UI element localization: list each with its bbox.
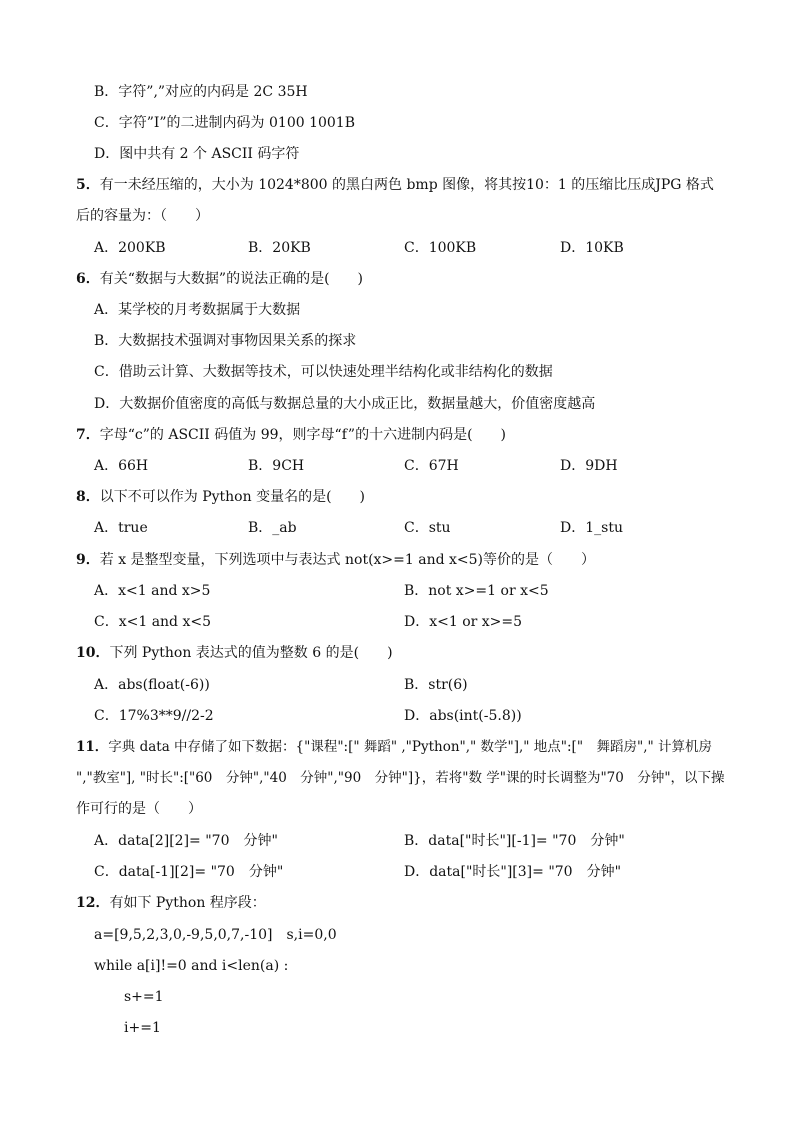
q9-number: 9． (76, 552, 100, 568)
q10-stem-text: 下列 Python 表达式的值为整数 6 的是( ) (109, 645, 393, 661)
q7-option-d: D．9DH (560, 458, 618, 474)
q9-stem (76, 550, 595, 570)
q7-option-a: A．66H (94, 458, 149, 474)
q11-stem-line1 (76, 737, 712, 757)
q11-option-d: D．data["时长"][3]= "70 分钟" (404, 864, 622, 880)
q7-option-b: B．9CH (248, 458, 305, 474)
q10-option-c: C．17%3**9//2-2 (94, 708, 214, 724)
q11-option-a: A．data[2][2]= "70 分钟" (94, 833, 278, 849)
q5-option-c: C．100KB (404, 240, 477, 256)
q11-stem-text: 字典 data 中存储了如下数据：{"课程":[" 舞蹈" ,"Python"," 数学"]," 地点":[" 舞蹈房"," 计算机房 (108, 739, 713, 755)
q11-stem-line2: ","教室"], "时长":["60 分钟","40 分钟","90 分钟"]}，若将"数 学"课的时长调整为"70 分钟"，以下操 (76, 770, 725, 786)
q5-option-d: D．10KB (560, 240, 624, 256)
q8-stem (76, 487, 365, 507)
q6-option-a: A．某学校的月考数据属于大数据 (94, 302, 301, 318)
q10-option-a: A．abs(float(-6)) (94, 677, 210, 693)
q5-number: 5． (76, 177, 100, 193)
q8-option-a: A．true (94, 520, 148, 536)
q11-option-b: B．data["时长"][-1]= "70 分钟" (404, 833, 625, 849)
q6-option-c: C．借助云计算、大数据等技术，可以快速处理半结构化或非结构化的数据 (94, 364, 553, 380)
q6-option-b: B．大数据技术强调对事物因果关系的探求 (94, 333, 357, 349)
q8-option-d: D．1_stu (560, 520, 623, 536)
q7-stem-text: 字母“c”的 ASCII 码值为 99，则字母“f”的十六进制内码是( ) (99, 427, 506, 443)
q9-option-d: D．x<1 or x>=5 (404, 614, 523, 630)
q11-stem-line3: 作可行的是（ ） (76, 801, 202, 817)
q10-option-b: B．str(6) (404, 677, 468, 693)
q10-number: 10． (76, 645, 110, 661)
q7-stem (76, 425, 506, 445)
q12-code-line-2: while a[i]!=0 and i<len(a) : (94, 958, 289, 974)
q5-stem-text: 有一未经压缩的，大小为 1024*800 的黑白两色 bmp 图像，将其按10：1 的压缩比压成JPG 格式 (99, 177, 714, 193)
q8-option-c: C．stu (404, 520, 451, 536)
q9-option-c: C．x<1 and x<5 (94, 614, 212, 630)
q5-option-b: B．20KB (248, 240, 311, 256)
q5-stem-line1 (76, 175, 714, 195)
q9-option-b: B．not x>=1 or x<5 (404, 583, 549, 599)
q12-stem (76, 893, 266, 913)
q12-code-line-4: i+=1 (124, 1020, 161, 1036)
q9-stem-text: 若 x 是整型变量，下列选项中与表达式 not(x>=1 and x<5)等价的是（ ） (99, 552, 596, 568)
q11-number: 11． (76, 739, 109, 755)
q11-option-c: C．data[-1][2]= "70 分钟" (94, 864, 284, 880)
q10-stem (76, 643, 393, 663)
q10-option-d: D．abs(int(-5.8)) (404, 708, 522, 724)
q5-option-a: A．200KB (94, 240, 166, 256)
q7-option-c: C．67H (404, 458, 459, 474)
q12-code-line-3: s+=1 (124, 989, 164, 1005)
q9-option-a: A．x<1 and x>5 (94, 583, 211, 599)
q4-option-d: D．图中共有 2 个 ASCII 码字符 (94, 146, 300, 162)
q6-stem-text: 有关“数据与大数据”的说法正确的是( ) (99, 271, 363, 287)
q6-stem (76, 269, 363, 289)
q6-number: 6． (76, 271, 100, 287)
q4-option-b: B．字符”,”对应的内码是 2C 35H (94, 84, 308, 100)
q6-option-d: D．大数据价值密度的高低与数据总量的大小成正比，数据量越大，价值密度越高 (94, 396, 596, 412)
q12-stem-text: 有如下 Python 程序段： (109, 895, 266, 911)
q8-stem-text: 以下不可以作为 Python 变量名的是( ) (99, 489, 365, 505)
q8-option-b: B．_ab (248, 520, 297, 536)
q12-number: 12． (76, 895, 110, 911)
q5-stem-line2: 后的容量为：（ ） (76, 208, 209, 224)
q12-code-line-1: a=[9,5,2,3,0,-9,5,0,7,-10] s,i=0,0 (94, 927, 337, 943)
q7-number: 7． (76, 427, 100, 443)
q8-number: 8． (76, 489, 100, 505)
q4-option-c: C．字符”I”的二进制内码为 0100 1001B (94, 115, 356, 131)
